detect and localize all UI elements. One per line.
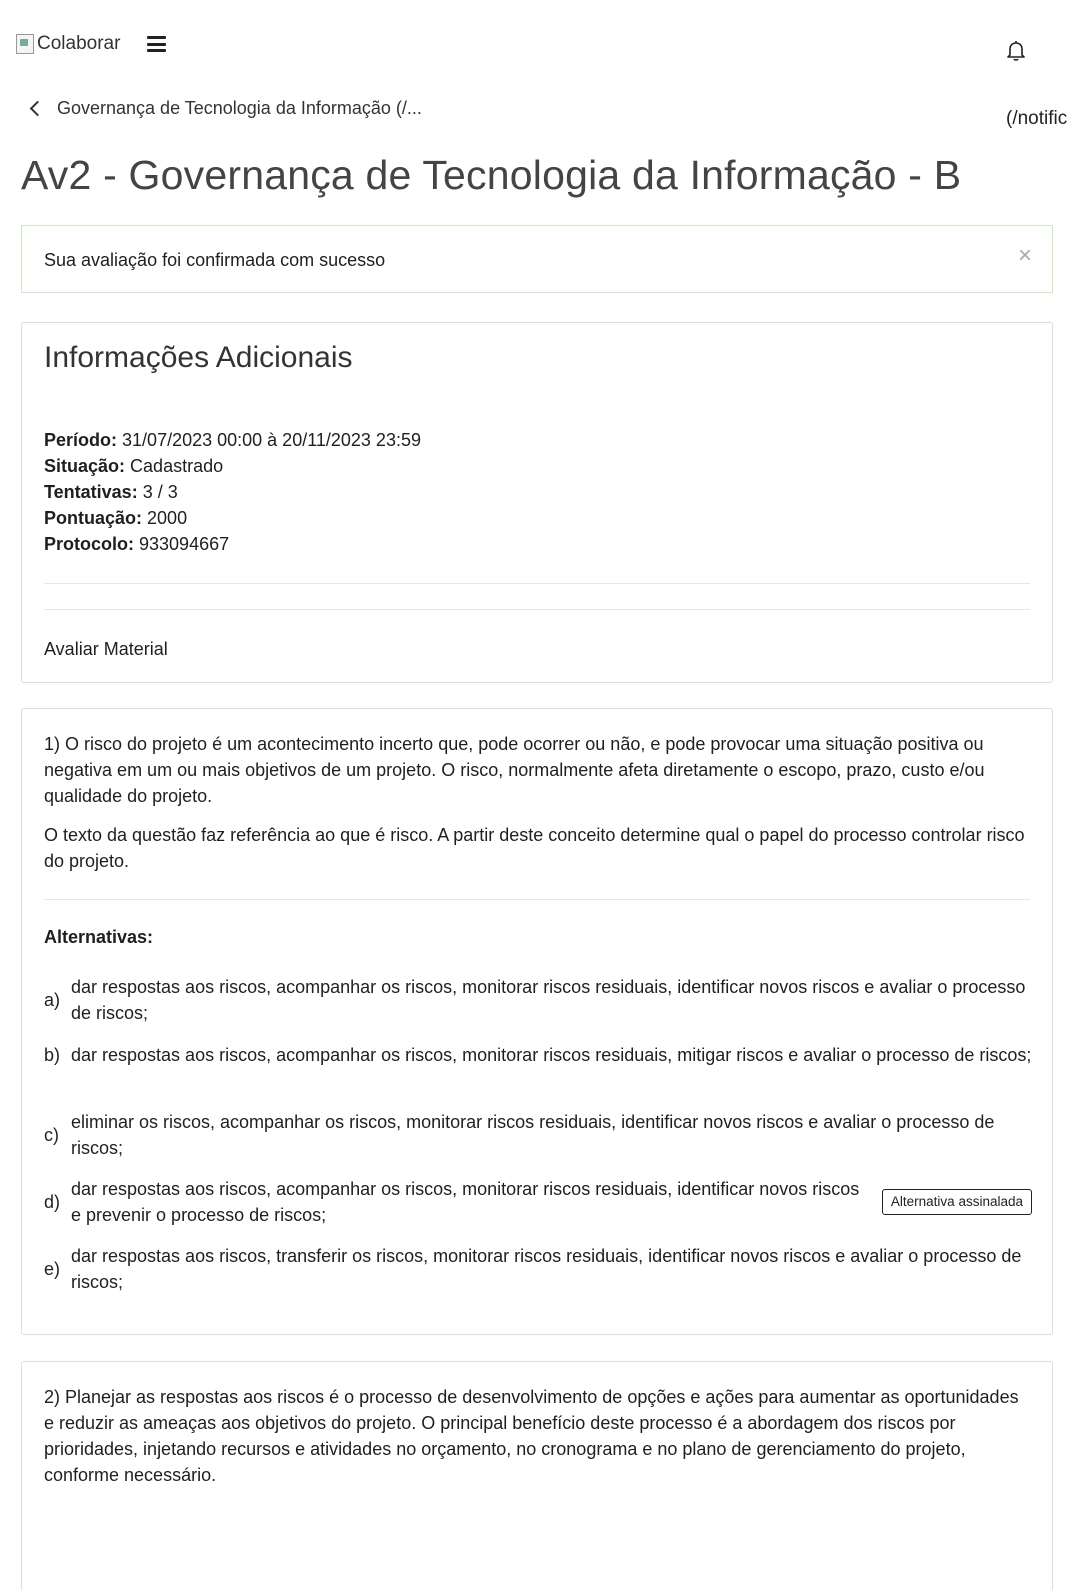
info-list — [44, 427, 421, 557]
alternative-a[interactable]: a) dar respostas aos riscos, acompanhar os riscos, monitorar riscos residuais, identificar novos riscos e avaliar o processo de riscos; — [44, 977, 1026, 1023]
chevron-left-icon — [30, 101, 46, 117]
divider — [44, 899, 1030, 900]
question-text: 2) Planejar as respostas aos riscos é o processo de desenvolvimento de opções e ações para aumentar as oportunidades e reduzir as ameaças aos objetivos do projeto. O principal benefício deste processo é a abordagem dos riscos por prioridades, injetando recursos e atividades no orçamento, no cronograma e no plano de gerenciamento do projeto, conforme necessário. — [44, 1387, 1019, 1485]
notifications-link[interactable]: (/notific — [1006, 108, 1068, 129]
logo[interactable] — [16, 33, 120, 55]
alternative-c[interactable]: c) eliminar os riscos, acompanhar os riscos, monitorar riscos residuais, identificar novos riscos e avaliar o processo de riscos; — [44, 1112, 995, 1158]
question-card-1 — [21, 708, 1053, 1335]
divider — [44, 609, 1030, 610]
menu-toggle-button[interactable] — [147, 36, 166, 52]
alternative-b[interactable]: b) dar respostas aos riscos, acompanhar os riscos, monitorar riscos residuais, mitigar riscos e avaliar o processo de riscos; — [44, 1045, 1032, 1065]
info-pontuacao: Pontuação: 2000 — [44, 508, 188, 528]
selected-alternative-badge: Alternativa assinalada — [882, 1189, 1032, 1215]
question-card-2 — [21, 1361, 1053, 1591]
broken-image-icon — [16, 34, 34, 54]
avaliar-material-link[interactable]: Avaliar Material — [44, 639, 168, 659]
question-text: O texto da questão faz referência ao que é risco. A partir deste conceito determine qual o papel do processo controlar risco do projeto. — [44, 825, 1025, 871]
success-alert — [21, 225, 1053, 293]
info-periodo: Período: 31/07/2023 00:00 à 20/11/2023 23:59 — [44, 430, 421, 450]
page-title: Av2 - Governança de Tecnologia da Informação - B — [21, 152, 962, 198]
info-card — [21, 322, 1053, 683]
bell-icon[interactable] — [1004, 38, 1028, 62]
alert-message: Sua avaliação foi confirmada com sucesso — [44, 250, 386, 270]
info-title: Informações Adicionais — [44, 341, 353, 374]
divider — [44, 583, 1030, 584]
alternatives-label: Alternativas: — [44, 927, 154, 947]
alternative-e[interactable]: e) dar respostas aos riscos, transferir os riscos, monitorar riscos residuais, identificar novos riscos e avaliar o processo de riscos; — [44, 1246, 1022, 1292]
info-situacao: Situação: Cadastrado — [44, 456, 224, 476]
info-tentativas: Tentativas: 3 / 3 — [44, 482, 178, 502]
breadcrumb-label: Governança de Tecnologia da Informação (/... — [57, 98, 422, 118]
info-protocolo: Protocolo: 933094667 — [44, 534, 230, 554]
alternative-d[interactable]: d) dar respostas aos riscos, acompanhar os riscos, monitorar riscos residuais, identificar novos riscos e prevenir o processo de riscos; Alternativa assinalada — [44, 1176, 1032, 1228]
top-bar — [0, 0, 1078, 90]
question-text: 1) O risco do projeto é um acontecimento incerto que, pode ocorrer ou não, e pode provocar uma situação positiva ou negativa em um ou mais objetivos de um projeto. O risco, normalmente afeta diretamente o escopo, prazo, custo e/ou qualidade do projeto. — [44, 734, 985, 806]
close-icon[interactable]: × — [1017, 242, 1032, 269]
hamburger-icon — [147, 36, 166, 39]
logo-alt-text: Colaborar — [37, 33, 121, 54]
breadcrumb[interactable] — [28, 98, 422, 119]
